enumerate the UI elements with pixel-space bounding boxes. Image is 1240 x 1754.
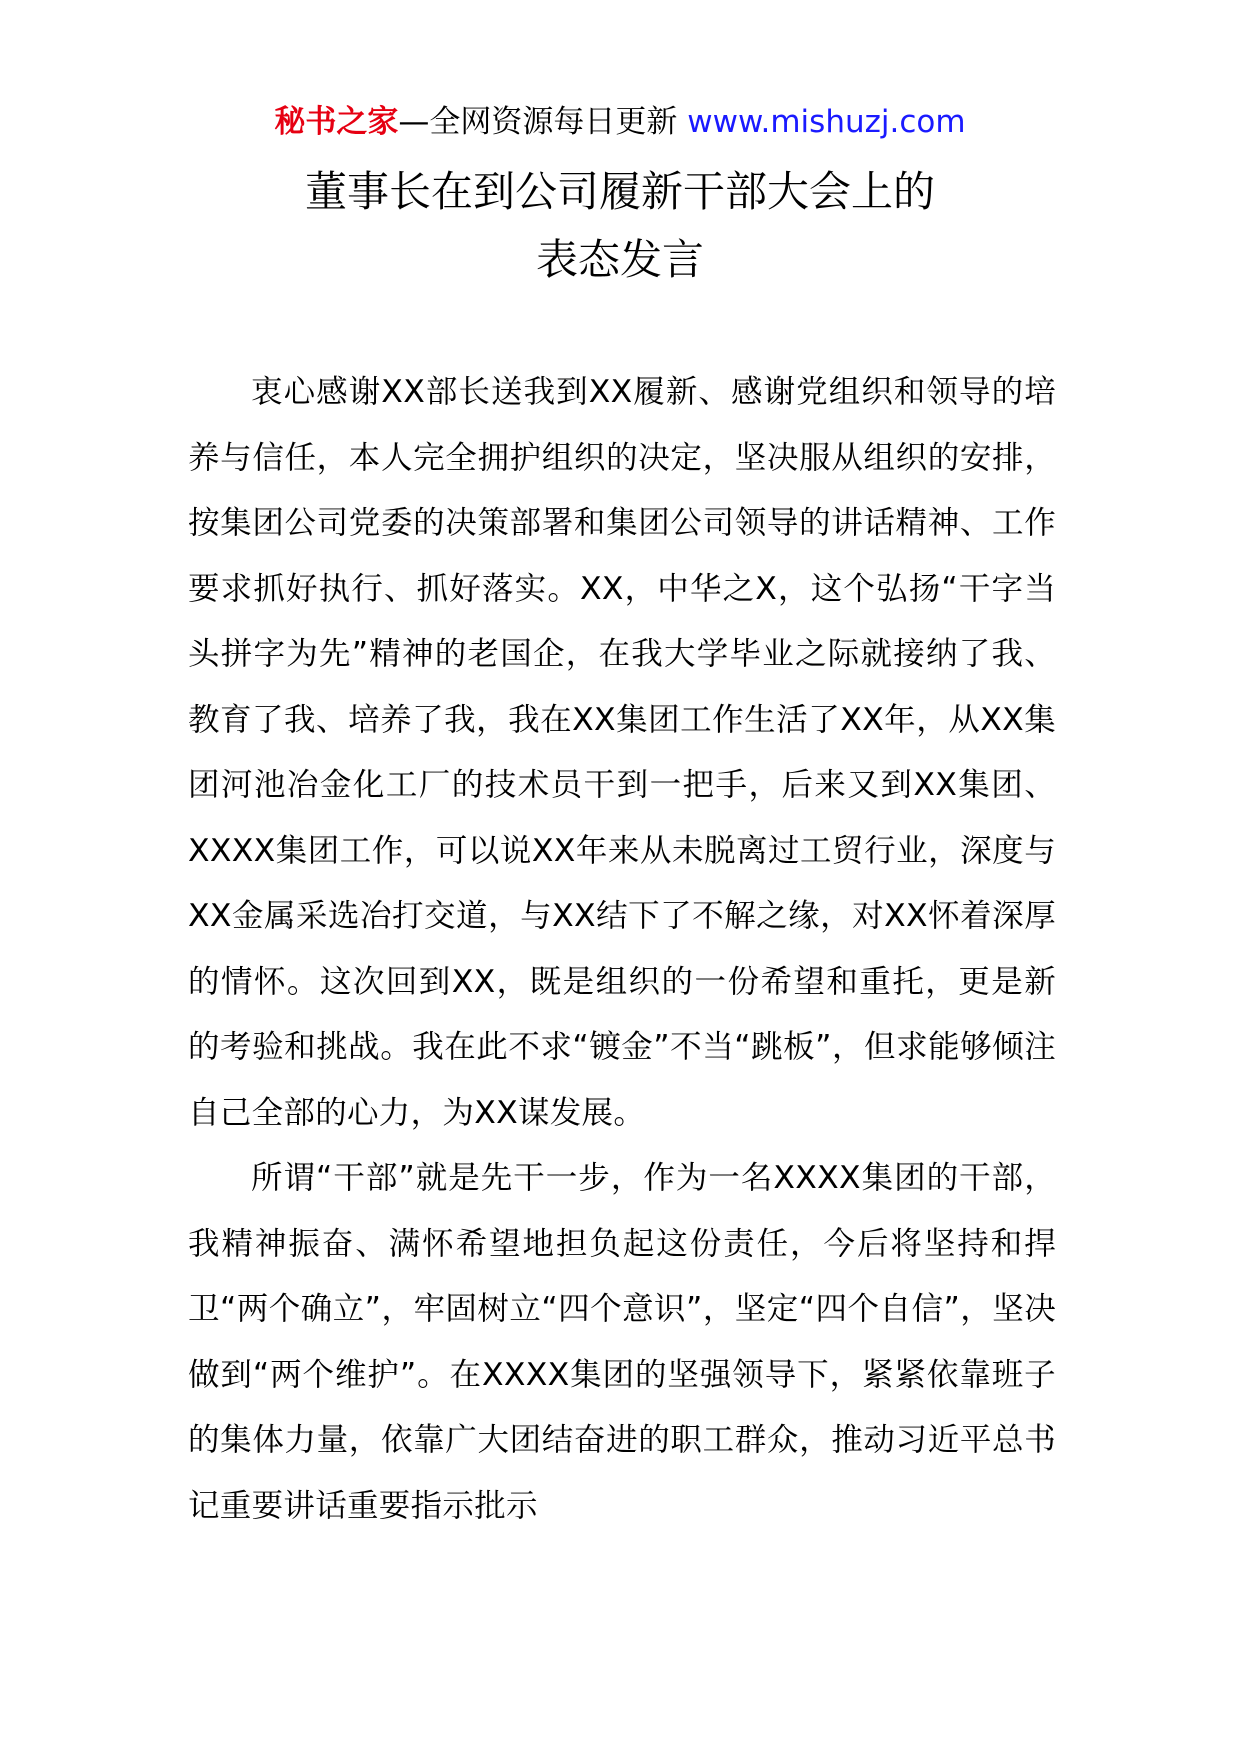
site-header bbox=[0, 98, 1240, 146]
document-title-line-1: 董事长在到公司履新干部大会上的 bbox=[304, 167, 935, 216]
body-paragraph-1: 衷心感谢XX部长送我到XX履新、感谢党组织和领导的培养与信任，本人完全拥护组织的决定，坚决服从组织的安排，按集团公司党委的决策部署和集团公司领导的讲话精神、工作要求抓好执行、抓好落实。XX，中华之X，这个弘扬“干字当头拼字为先”精神的老国企，在我大学毕业之际就接纳了我、教育了我、培养了我，我在XX集团工作生活了XX年，从XX集团河池冶金化工厂的技术员干到一把手，后来又到XX集团、XXXX集团工作，可以说XX年来从未脱离过工贸行业，深度与XX金属采选冶打交道，与XX结下了不解之缘，对XX怀着深厚的情怀。这次回到XX，既是组织的一份希望和重托，更是新的考验和挑战。我在此不求“镀金”不当“跳板”，但求能够倾注自己全部的心力，为XX谋发展。 bbox=[188, 374, 1056, 1131]
document-body bbox=[188, 360, 1056, 1539]
header-tagline: —全网资源每日更新 bbox=[398, 104, 678, 140]
brand-name: 秘书之家 bbox=[274, 104, 399, 140]
body-paragraph-2: 所谓“干部”就是先干一步，作为一名XXXX集团的干部，我精神振奋、满怀希望地担负起这份责任，今后将坚持和捍卫“两个确立”，牢固树立“四个意识”，坚定“四个自信”，坚决做到“两个维护”。在XXXX集团的坚强领导下，紧紧依靠班子的集体力量，依靠广大团结奋进的职工群众，推动习近平总书记重要讲话重要指示批示 bbox=[188, 1160, 1056, 1524]
document-title-line-2: 表态发言 bbox=[535, 235, 704, 284]
site-url-link[interactable]: www.mishuzj.com bbox=[687, 104, 966, 140]
